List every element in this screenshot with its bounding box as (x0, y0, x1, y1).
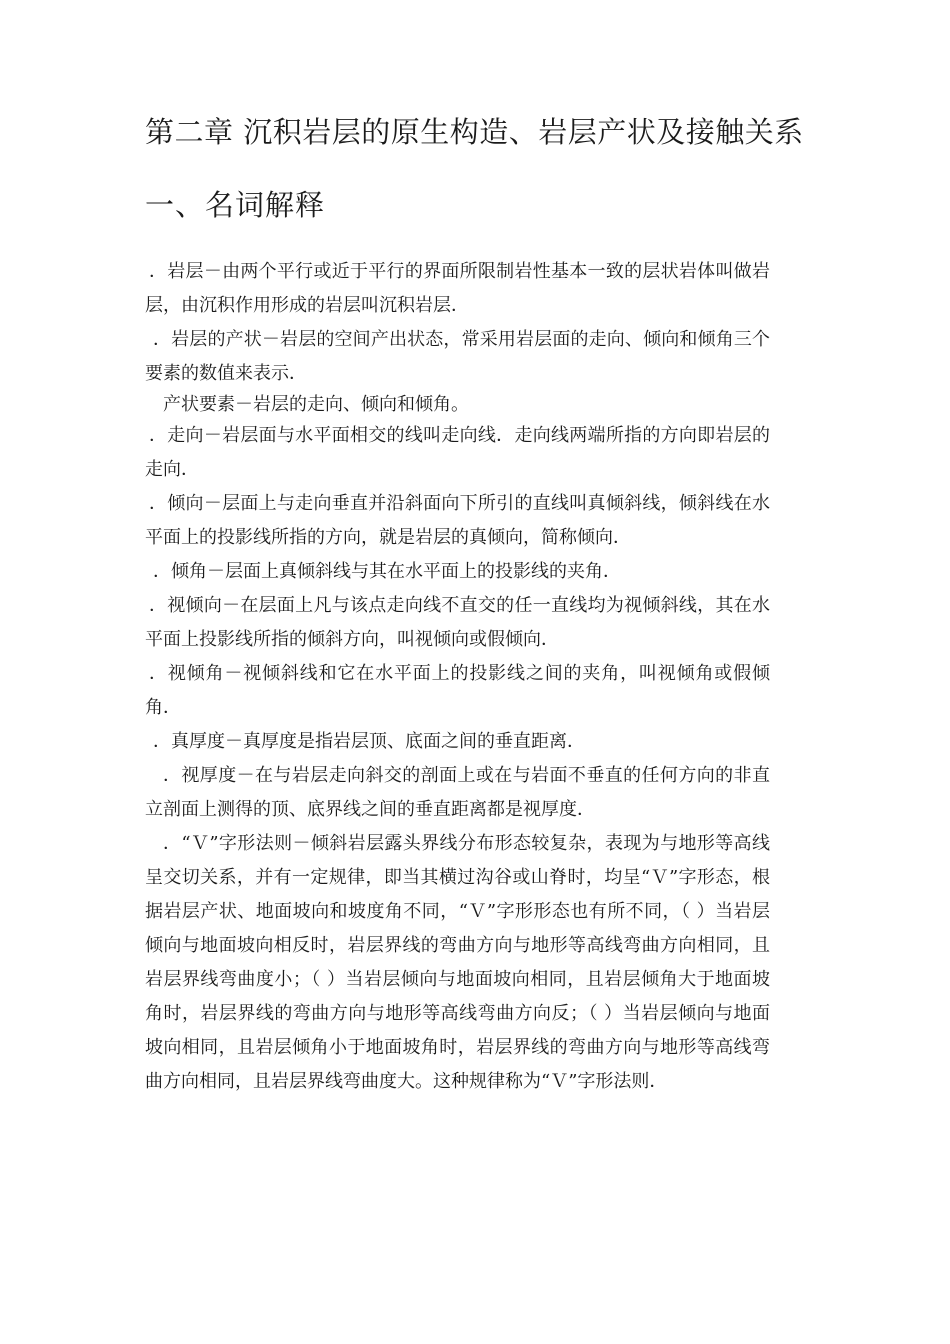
definition-true-thickness: ．真厚度－真厚度是指岩层顶、底面之间的垂直距离． (153, 731, 585, 752)
definition-apparent-dip-angle: ．视倾角－视倾斜线和它在水平面上的投影线之间的夹角，叫视倾角或假倾角． (145, 663, 770, 718)
section-title: 一、名词解释 (145, 188, 326, 222)
definition-apparent-dip-direction: ．视倾向－在层面上凡与该点走向线不直交的任一直线均为视倾斜线，其在水平面上投影线所指的倾斜方向，叫视倾向或假倾向． (145, 595, 770, 650)
definition-attitude: ．岩层的产状－岩层的空间产出状态，常采用岩层面的走向、倾向和倾角三个要素的数值来表示． (145, 329, 770, 384)
chapter-title: 第二章 沉积岩层的原生构造、岩层产状及接触关系 (145, 115, 804, 149)
definition-strike: ．走向－岩层面与水平面相交的线叫走向线．走向线两端所指的方向即岩层的走向． (145, 425, 770, 480)
definition-dip-direction: ．倾向－层面上与走向垂直并沿斜面向下所引的直线叫真倾斜线，倾斜线在水平面上的投影线所指的方向，就是岩层的真倾向，简称倾向． (145, 493, 770, 548)
definition-apparent-thickness: ．视厚度－在与岩层走向斜交的剖面上或在与岩面不垂直的任何方向的非直立剖面上测得的顶、底界线之间的垂直距离都是视厚度． (145, 765, 770, 820)
definition-v-rule: ．“Ｖ”字形法则－倾斜岩层露头界线分布形态较复杂，表现为与地形等高线呈交切关系，并有一定规律，即当其横过沟谷或山脊时，均呈“Ｖ”字形态，根据岩层产状、地面坡向和坡度角不同，“Ｖ”字形形态也有所不同，（ ）当岩层倾向与地面坡向相反时，岩层界线的弯曲方向与地形等高线弯曲方向相同，且岩层界线弯曲度小；（ ）当岩层倾向与地面坡向相同，且岩层倾角大于地面坡角时，岩层界线的弯曲方向与地形等高线弯曲方向反；（ ）当岩层倾向与地面坡向相同，且岩层倾角小于地面坡角时，岩层界线的弯曲方向与地形等高线弯曲方向相同，且岩层界线弯曲度大。这种规律称为“Ｖ”字形法则． (145, 833, 770, 1092)
definitions-body (145, 255, 770, 1099)
definition-attitude-elements: 产状要素－岩层的走向、倾向和倾角。 (163, 394, 469, 415)
definition-dip-angle: ．倾角－层面上真倾斜线与其在水平面上的投影线的夹角． (153, 561, 621, 582)
definition-stratum: ．岩层－由两个平行或近于平行的界面所限制岩性基本一致的层状岩体叫做岩层，由沉积作用形成的岩层叫沉积岩层． (145, 261, 770, 316)
